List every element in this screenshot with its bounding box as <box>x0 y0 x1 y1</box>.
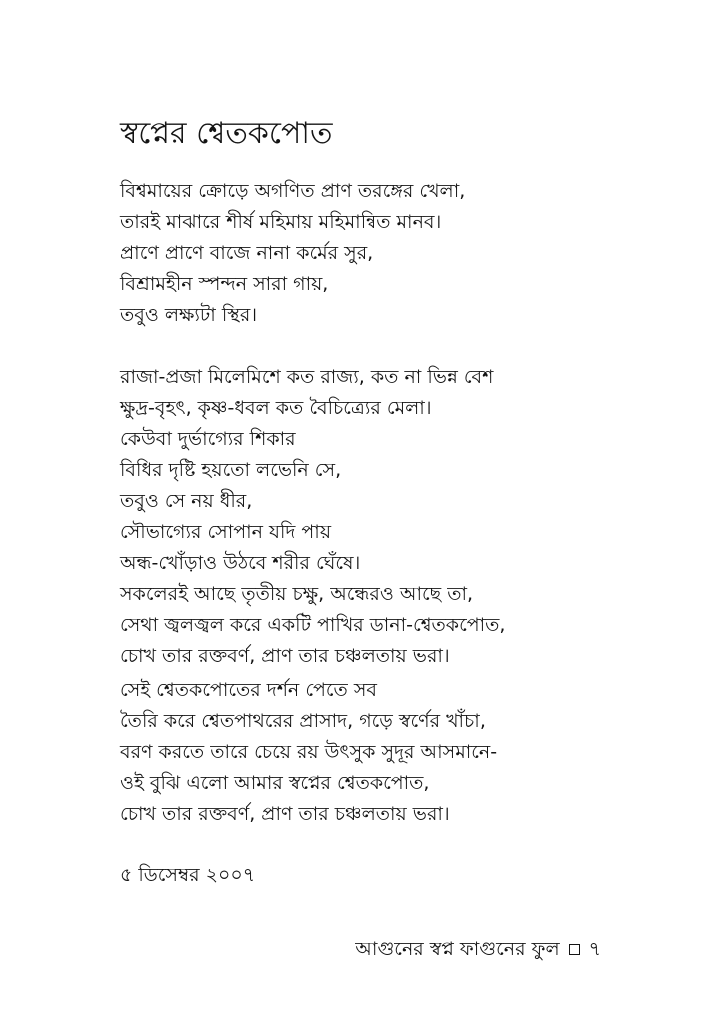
page-footer <box>355 934 601 965</box>
footer-book-title: আগুনের স্বপ্ন ফাগুনের ফুল <box>355 938 560 960</box>
poem-line: তবুও সে নয় ধীর, <box>120 490 253 512</box>
poem-line: তৈরি করে শ্বেতপাথরের প্রাসাদ, গড়ে স্বর্ণের খাঁচা, <box>120 710 486 732</box>
poem-line: সৌভাগ্যের সোপান যদি পায় <box>120 521 332 543</box>
poem-line: অন্ধ-খোঁড়াও উঠবে শরীর ঘেঁষে। <box>120 552 361 574</box>
poem-line: বিশ্রামহীন স্পন্দন সারা গায়, <box>120 273 329 295</box>
poem-line: প্রাণে প্রাণে বাজে নানা কর্মের সুর, <box>120 242 374 264</box>
poem-line: চোখ তার রক্তবর্ণ, প্রাণ তার চঞ্চলতায় ভরা। <box>120 645 450 667</box>
stanza-2 <box>120 362 505 672</box>
poem-line: তারই মাঝারে শীর্ষ মহিমায় মহিমান্বিত মানব। <box>120 211 442 233</box>
stanza-3 <box>120 675 497 830</box>
poem-line: বিশ্বমায়ের ক্রোড়ে অগণিত প্রাণ তরঙ্গের খেলা, <box>120 180 466 202</box>
stanza-1 <box>120 176 465 331</box>
poem-date: ৫ ডিসেম্বর ২০০৭ <box>120 864 256 886</box>
poem-line: তবুও লক্ষ্যটা স্থির। <box>120 304 258 326</box>
poem-line: বিধির দৃষ্টি হয়তো লভেনি সে, <box>120 459 342 481</box>
poem-line: সেই শ্বেতকপোতের দর্শন পেতে সব <box>120 679 377 701</box>
poem-line: বরণ করতে তারে চেয়ে রয় উৎসুক সুদূর আসমানে- <box>120 741 498 763</box>
poem-line: চোখ তার রক্তবর্ণ, প্রাণ তার চঞ্চলতায় ভরা। <box>120 803 450 825</box>
poem-line: সকলেরই আছে তৃতীয় চক্ষু, অন্ধেরও আছে তা, <box>120 583 474 605</box>
poem-title: স্বপ্নের শ্বেতকপোত <box>120 116 333 151</box>
page-number: ৭ <box>588 938 601 960</box>
poem-line: ওই বুঝি এলো আমার স্বপ্নের শ্বেতকপোত, <box>120 772 430 794</box>
poem-line: সেথা জ্বলজ্বল করে একটি পাখির ডানা-শ্বেতকপোত, <box>120 614 506 636</box>
poem-line: রাজা-প্রজা মিলেমিশে কত রাজ্য, কত না ভিন্ন বেশ <box>120 366 494 388</box>
poem-line: ক্ষুদ্র-বৃহৎ, কৃষ্ণ-ধবল কত বৈচিত্র্যের মেলা। <box>120 397 432 419</box>
square-separator-icon <box>569 944 580 955</box>
poem-line: কেউবা দুর্ভাগ্যের শিকার <box>120 428 296 450</box>
